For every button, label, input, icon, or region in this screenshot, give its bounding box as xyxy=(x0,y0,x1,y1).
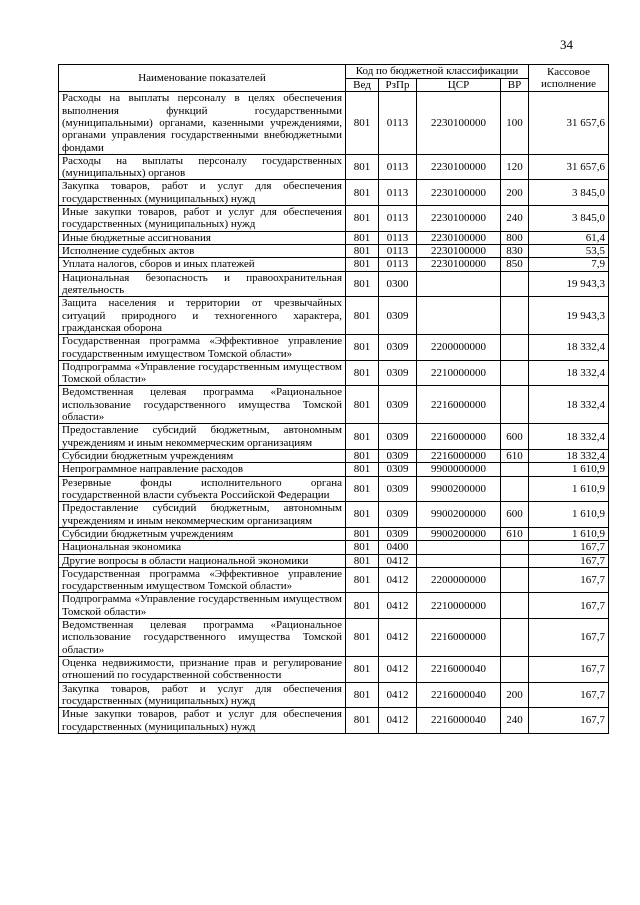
row-name: Иные бюджетные ассигнования xyxy=(59,231,346,244)
row-vr xyxy=(501,593,529,619)
row-vr: 100 xyxy=(501,92,529,155)
row-ved: 801 xyxy=(346,657,379,683)
row-amount: 53,5 xyxy=(529,245,609,258)
row-ved: 801 xyxy=(346,424,379,450)
row-ved: 801 xyxy=(346,206,379,232)
budget-execution-table xyxy=(58,64,609,734)
row-amount: 31 657,6 xyxy=(529,92,609,155)
row-vr xyxy=(501,360,529,386)
header-name: Наименование показателей xyxy=(59,65,346,92)
row-ved: 801 xyxy=(346,708,379,734)
table-row xyxy=(59,554,609,567)
row-vr xyxy=(501,463,529,476)
header-row-1 xyxy=(59,65,609,79)
row-name: Национальная безопасность и правоохранительная деятельность xyxy=(59,271,346,297)
row-amount: 167,7 xyxy=(529,541,609,554)
header-ved: Вед xyxy=(346,78,379,92)
row-csr: 2230100000 xyxy=(417,92,501,155)
row-csr: 2230100000 xyxy=(417,154,501,180)
table-row xyxy=(59,682,609,708)
row-vr: 850 xyxy=(501,258,529,271)
row-csr: 2230100000 xyxy=(417,245,501,258)
row-rzpr: 0113 xyxy=(379,206,417,232)
table-row xyxy=(59,92,609,155)
row-amount: 1 610,9 xyxy=(529,527,609,540)
row-amount: 31 657,6 xyxy=(529,154,609,180)
row-name: Расходы на выплаты персоналу государственных (муниципальных) органов xyxy=(59,154,346,180)
row-rzpr: 0309 xyxy=(379,360,417,386)
row-vr: 200 xyxy=(501,682,529,708)
row-ved: 801 xyxy=(346,258,379,271)
row-name: Расходы на выплаты персоналу в целях обеспечения выполнения функций государственными (муниципальными) органами, казенными учреждениями, органами управления государственными внебюджетными фондами xyxy=(59,92,346,155)
row-ved: 801 xyxy=(346,682,379,708)
row-csr: 9900000000 xyxy=(417,463,501,476)
row-vr: 200 xyxy=(501,180,529,206)
row-csr: 2216000000 xyxy=(417,619,501,657)
row-name: Государственная программа «Эффективное управление государственным имуществом Томской области» xyxy=(59,335,346,361)
row-vr: 120 xyxy=(501,154,529,180)
row-vr: 830 xyxy=(501,245,529,258)
row-vr: 600 xyxy=(501,502,529,528)
row-ved: 801 xyxy=(346,245,379,258)
row-rzpr: 0113 xyxy=(379,231,417,244)
row-rzpr: 0412 xyxy=(379,619,417,657)
row-csr: 2216000000 xyxy=(417,450,501,463)
row-amount: 1 610,9 xyxy=(529,476,609,502)
table-row xyxy=(59,335,609,361)
row-name: Непрограммное направление расходов xyxy=(59,463,346,476)
table-row xyxy=(59,527,609,540)
row-name: Предоставление субсидий бюджетным, автономным учреждениям и иным некоммерческим организациям xyxy=(59,502,346,528)
row-amount: 167,7 xyxy=(529,708,609,734)
row-csr: 9900200000 xyxy=(417,476,501,502)
table-row xyxy=(59,258,609,271)
row-amount: 167,7 xyxy=(529,593,609,619)
row-rzpr: 0113 xyxy=(379,154,417,180)
table-row xyxy=(59,502,609,528)
row-rzpr: 0309 xyxy=(379,450,417,463)
row-vr xyxy=(501,657,529,683)
row-ved: 801 xyxy=(346,593,379,619)
row-ved: 801 xyxy=(346,297,379,335)
table-row xyxy=(59,541,609,554)
row-csr xyxy=(417,554,501,567)
row-name: Ведомственная целевая программа «Рациональное использование государственного имущества Томской области» xyxy=(59,619,346,657)
table-row xyxy=(59,424,609,450)
table-row xyxy=(59,708,609,734)
table-row xyxy=(59,360,609,386)
row-vr: 610 xyxy=(501,527,529,540)
row-csr: 2210000000 xyxy=(417,593,501,619)
row-name: Закупка товаров, работ и услуг для обеспечения государственных (муниципальных) нужд xyxy=(59,180,346,206)
row-name: Другие вопросы в области национальной экономики xyxy=(59,554,346,567)
row-rzpr: 0113 xyxy=(379,92,417,155)
row-amount: 3 845,0 xyxy=(529,180,609,206)
table-row xyxy=(59,154,609,180)
row-amount: 18 332,4 xyxy=(529,360,609,386)
row-name: Исполнение судебных актов xyxy=(59,245,346,258)
row-ved: 801 xyxy=(346,386,379,424)
row-csr xyxy=(417,541,501,554)
row-name: Иные закупки товаров, работ и услуг для обеспечения государственных (муниципальных) нужд xyxy=(59,708,346,734)
row-amount: 18 332,4 xyxy=(529,450,609,463)
row-csr: 2230100000 xyxy=(417,231,501,244)
row-csr: 2200000000 xyxy=(417,567,501,593)
table-row xyxy=(59,386,609,424)
row-amount: 1 610,9 xyxy=(529,463,609,476)
row-vr: 800 xyxy=(501,231,529,244)
table-row xyxy=(59,593,609,619)
row-ved: 801 xyxy=(346,567,379,593)
row-ved: 801 xyxy=(346,502,379,528)
row-name: Закупка товаров, работ и услуг для обеспечения государственных (муниципальных) нужд xyxy=(59,682,346,708)
table-row xyxy=(59,450,609,463)
row-amount: 167,7 xyxy=(529,682,609,708)
row-rzpr: 0309 xyxy=(379,463,417,476)
row-csr: 2216000040 xyxy=(417,682,501,708)
row-ved: 801 xyxy=(346,619,379,657)
row-vr xyxy=(501,541,529,554)
row-amount: 19 943,3 xyxy=(529,297,609,335)
row-ved: 801 xyxy=(346,463,379,476)
row-amount: 61,4 xyxy=(529,231,609,244)
row-rzpr: 0400 xyxy=(379,541,417,554)
row-vr xyxy=(501,386,529,424)
row-amount: 18 332,4 xyxy=(529,424,609,450)
row-name: Государственная программа «Эффективное управление государственным имуществом Томской области» xyxy=(59,567,346,593)
row-csr: 2230100000 xyxy=(417,258,501,271)
row-rzpr: 0113 xyxy=(379,245,417,258)
row-ved: 801 xyxy=(346,154,379,180)
row-ved: 801 xyxy=(346,541,379,554)
row-rzpr: 0412 xyxy=(379,554,417,567)
row-amount: 18 332,4 xyxy=(529,386,609,424)
row-vr xyxy=(501,271,529,297)
row-name: Ведомственная целевая программа «Рациональное использование государственного имущества Томской области» xyxy=(59,386,346,424)
row-rzpr: 0412 xyxy=(379,593,417,619)
row-ved: 801 xyxy=(346,92,379,155)
row-rzpr: 0309 xyxy=(379,424,417,450)
row-vr xyxy=(501,619,529,657)
row-ved: 801 xyxy=(346,271,379,297)
row-amount: 167,7 xyxy=(529,554,609,567)
row-name: Резервные фонды исполнительного органа государственной власти субъекта Российской Федерации xyxy=(59,476,346,502)
row-name: Иные закупки товаров, работ и услуг для обеспечения государственных (муниципальных) нужд xyxy=(59,206,346,232)
row-vr xyxy=(501,297,529,335)
row-ved: 801 xyxy=(346,527,379,540)
table-row xyxy=(59,657,609,683)
row-ved: 801 xyxy=(346,554,379,567)
row-ved: 801 xyxy=(346,335,379,361)
row-amount: 18 332,4 xyxy=(529,335,609,361)
page-number: 34 xyxy=(560,37,573,52)
row-vr: 600 xyxy=(501,424,529,450)
row-vr xyxy=(501,335,529,361)
row-rzpr: 0309 xyxy=(379,476,417,502)
table-row xyxy=(59,271,609,297)
row-csr: 2230100000 xyxy=(417,180,501,206)
header-amount: Кассовое исполнение xyxy=(529,65,609,92)
header-csr: ЦСР xyxy=(417,78,501,92)
row-vr: 240 xyxy=(501,206,529,232)
row-name: Защита населения и территории от чрезвычайных ситуаций природного и техногенного характера, гражданская оборона xyxy=(59,297,346,335)
row-amount: 167,7 xyxy=(529,619,609,657)
row-rzpr: 0113 xyxy=(379,180,417,206)
row-name: Уплата налогов, сборов и иных платежей xyxy=(59,258,346,271)
row-rzpr: 0300 xyxy=(379,271,417,297)
row-vr: 610 xyxy=(501,450,529,463)
row-rzpr: 0412 xyxy=(379,682,417,708)
row-vr xyxy=(501,567,529,593)
row-amount: 3 845,0 xyxy=(529,206,609,232)
row-csr: 9900200000 xyxy=(417,527,501,540)
header-vr: ВР xyxy=(501,78,529,92)
row-csr: 2230100000 xyxy=(417,206,501,232)
row-csr: 2216000040 xyxy=(417,657,501,683)
row-amount: 167,7 xyxy=(529,567,609,593)
row-amount: 7,9 xyxy=(529,258,609,271)
row-name: Оценка недвижимости, признание прав и регулирование отношений по государственной собственности xyxy=(59,657,346,683)
row-ved: 801 xyxy=(346,231,379,244)
row-name: Подпрограмма «Управление государственным имуществом Томской области» xyxy=(59,593,346,619)
row-ved: 801 xyxy=(346,476,379,502)
row-csr: 2216000000 xyxy=(417,424,501,450)
table-body xyxy=(59,92,609,734)
row-rzpr: 0412 xyxy=(379,567,417,593)
row-csr: 2216000040 xyxy=(417,708,501,734)
row-rzpr: 0309 xyxy=(379,527,417,540)
row-csr xyxy=(417,271,501,297)
table-row xyxy=(59,231,609,244)
row-rzpr: 0309 xyxy=(379,386,417,424)
row-vr xyxy=(501,554,529,567)
row-rzpr: 0309 xyxy=(379,335,417,361)
table-row xyxy=(59,463,609,476)
table-row xyxy=(59,180,609,206)
row-name: Предоставление субсидий бюджетным, автономным учреждениям и иным некоммерческим организациям xyxy=(59,424,346,450)
row-name: Субсидии бюджетным учреждениям xyxy=(59,450,346,463)
header-rzpr: РзПр xyxy=(379,78,417,92)
row-amount: 167,7 xyxy=(529,657,609,683)
row-amount: 1 610,9 xyxy=(529,502,609,528)
row-name: Подпрограмма «Управление государственным имуществом Томской области» xyxy=(59,360,346,386)
row-csr: 9900200000 xyxy=(417,502,501,528)
row-csr: 2216000000 xyxy=(417,386,501,424)
row-rzpr: 0309 xyxy=(379,502,417,528)
row-rzpr: 0412 xyxy=(379,708,417,734)
header-code-group: Код по бюджетной классификации xyxy=(346,65,529,79)
table-row xyxy=(59,476,609,502)
row-vr: 240 xyxy=(501,708,529,734)
row-csr: 2200000000 xyxy=(417,335,501,361)
table-row xyxy=(59,245,609,258)
row-csr xyxy=(417,297,501,335)
table-row xyxy=(59,206,609,232)
row-ved: 801 xyxy=(346,360,379,386)
row-rzpr: 0412 xyxy=(379,657,417,683)
table-row xyxy=(59,297,609,335)
row-amount: 19 943,3 xyxy=(529,271,609,297)
row-rzpr: 0309 xyxy=(379,297,417,335)
row-rzpr: 0113 xyxy=(379,258,417,271)
row-csr: 2210000000 xyxy=(417,360,501,386)
row-vr xyxy=(501,476,529,502)
row-ved: 801 xyxy=(346,180,379,206)
row-name: Национальная экономика xyxy=(59,541,346,554)
table-row xyxy=(59,567,609,593)
row-name: Субсидии бюджетным учреждениям xyxy=(59,527,346,540)
table-row xyxy=(59,619,609,657)
row-ved: 801 xyxy=(346,450,379,463)
